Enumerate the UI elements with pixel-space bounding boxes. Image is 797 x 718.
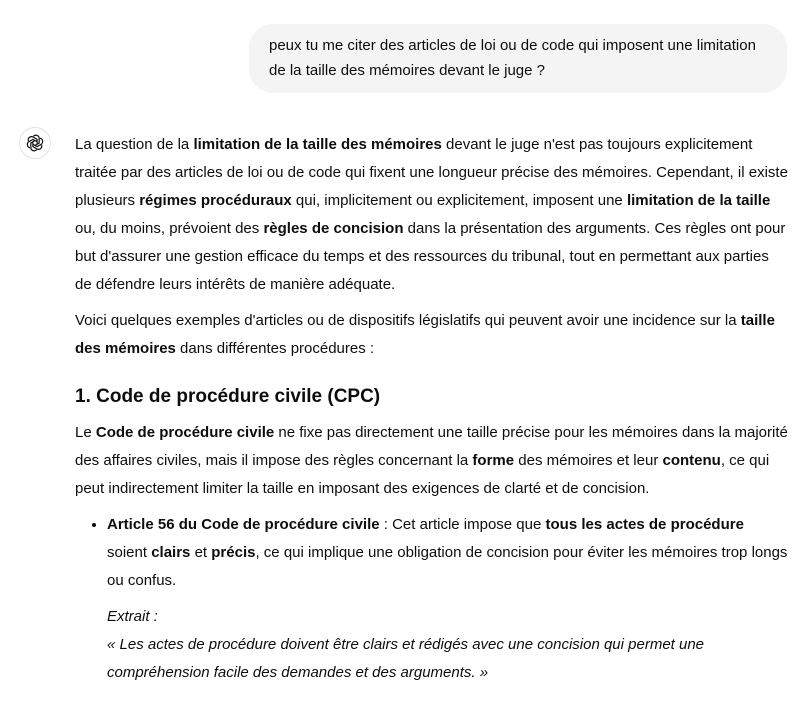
answer-paragraph: [75, 131, 788, 299]
text-segment: Voici quelques exemples d'articles ou de dispositifs législatifs qui peuvent avoir une incidence sur la: [75, 312, 741, 329]
answer-paragraph: [75, 307, 788, 363]
extract-quote: « Les actes de procédure doivent être clairs et rédigés avec une concision qui permet une compréhension facile des demandes et des arguments. »: [107, 636, 705, 681]
bullet-text: [107, 511, 788, 595]
bold-text: Article 56 du Code de procédure civile: [107, 516, 380, 533]
bold-text: régimes procéduraux: [139, 192, 292, 209]
bold-text: Code de procédure civile: [95, 424, 275, 441]
text-segment: ne fixe pas directement une taille précise pour les mémoires dans la majorité des affaires civiles, mais il impose des règles concernant la: [75, 424, 788, 469]
text-segment: qui, implicitement ou explicitement, imposent une: [291, 192, 627, 209]
text-segment: dans différentes procédures :: [175, 340, 375, 357]
bold-text: taille des mémoires: [75, 312, 775, 357]
text-segment: et: [190, 544, 212, 561]
text-segment: , ce qui peut indirectement limiter la taille en imposant des exigences de clarté et de concision.: [75, 452, 770, 497]
bold-text: règles de concision: [263, 220, 404, 237]
bold-text: limitation de la taille des mémoires: [193, 136, 442, 153]
text-segment: ou, du moins, prévoient des: [75, 220, 264, 237]
bold-text: tous les actes de procédure: [545, 516, 744, 533]
text-segment: dans la présentation des arguments. Ces règles ont pour but d'assurer une gestion efficace du temps et des ressources du tribunal, tout en permettant aux parties de défendre leurs intérêts de manière adéquate.: [75, 220, 786, 293]
section-heading: 1. Code de procédure civile (CPC): [75, 386, 381, 407]
text-segment: devant le juge n'est pas toujours explicitement traitée par des articles de loi ou de code qui fixent une longueur précise des mémoires. Cependant, il existe plusieurs: [75, 136, 788, 209]
extract-label: Extrait :: [107, 608, 158, 625]
bold-text: contenu: [662, 452, 721, 469]
bold-text: clairs: [151, 544, 191, 561]
text-segment: Le: [75, 424, 96, 441]
user-message-bubble: [249, 24, 787, 93]
bold-text: limitation de la taille: [626, 192, 771, 209]
list-item: [107, 511, 788, 687]
text-segment: des mémoires et leur: [514, 452, 663, 469]
bullet-list: [75, 511, 788, 687]
text-segment: , ce qui implique une obligation de concision pour éviter les mémoires trop longs ou confus.: [107, 544, 788, 589]
text-segment: : Cet article impose que: [379, 516, 546, 533]
openai-logo-icon: [25, 133, 45, 153]
text-segment: soient: [107, 544, 152, 561]
assistant-avatar: [19, 127, 51, 159]
bold-text: précis: [211, 544, 256, 561]
assistant-message: [75, 131, 788, 687]
user-message-text: peux tu me citer des articles de loi ou de code qui imposent une limitation de la taille des mémoires devant le juge ?: [269, 37, 756, 79]
text-segment: La question de la: [75, 136, 194, 153]
section-paragraph: [75, 419, 788, 503]
bold-text: forme: [472, 452, 515, 469]
